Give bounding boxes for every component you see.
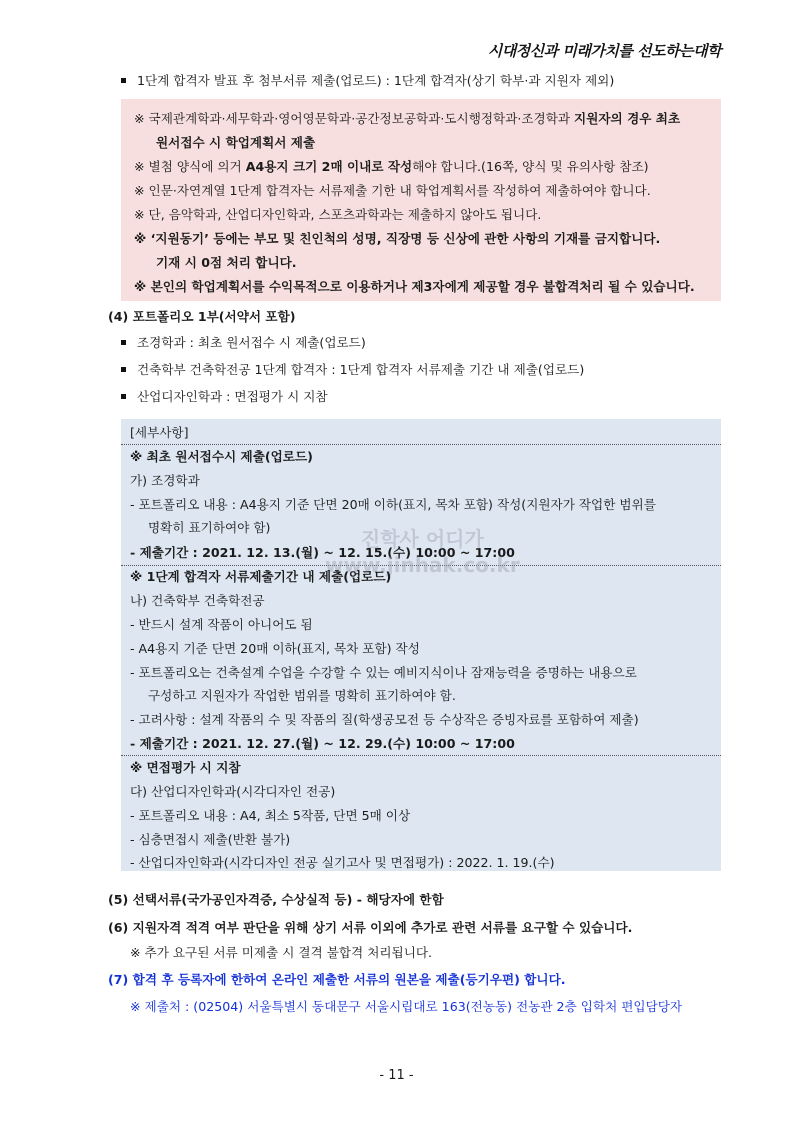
group-1-subtitle: 가) 조경학과: [130, 473, 200, 488]
group-1-line-1b: 명확히 표기하여야 함): [148, 520, 271, 535]
group-1-period: - 제출기간 : 2021. 12. 13.(월) ~ 12. 15.(수) 10:00 ~ 17:00: [130, 545, 515, 560]
group-2-line-3b: 구성하고 지원자가 작업한 범위를 명확히 표기하여야 함.: [148, 688, 456, 703]
group-2-line-2: - A4용지 기준 단면 20매 이하(표지, 목차 포함) 작성: [130, 641, 420, 656]
group-2-line-1: - 반드시 설계 작품이 아니어도 됨: [130, 617, 313, 632]
note-1a: ※ 국제관계학과·세무학과·영어영문학과·공간정보공학과·도시행정학과·조경학과 지원자의 경우 최초: [134, 111, 681, 126]
group-1-title: ※ 최초 원서접수시 제출(업로드): [130, 449, 313, 464]
section-4-bullet-1: 조경학과 : 최초 원서접수 시 제출(업로드): [137, 333, 366, 353]
divider: [121, 444, 721, 445]
group-2-period: - 제출기간 : 2021. 12. 27.(월) ~ 12. 29.(수) 10:00 ~ 17:00: [130, 736, 515, 751]
watermark: 진학사 어디가 www.jinhak.co.kr: [325, 527, 520, 577]
section-4-title: (4) 포트폴리오 1부(서약서 포함): [108, 309, 296, 324]
note-5b: 기재 시 0점 처리 합니다.: [156, 255, 297, 270]
note-1b: 원서접수 시 학업계획서 제출: [156, 135, 316, 150]
group-2-line-3: - 포트폴리오는 건축설계 수업을 수강할 수 있는 예비지식이나 잠재능력을 증명하는 내용으로: [130, 665, 637, 680]
note-6: ※ 본인의 학업계획서를 수익목적으로 이용하거나 제3자에게 제공할 경우 불합격처리 될 수 있습니다.: [134, 279, 695, 294]
group-3-line-2: - 심층면접시 제출(반환 불가): [130, 832, 291, 847]
header-slogan: 시대정신과 미래가치를 선도하는대학: [487, 42, 721, 60]
group-3-line-3: - 산업디자인학과(시각디자인 전공 실기고사 및 면접평가) : 2022. 1. 19.(수): [130, 855, 555, 870]
note-2: ※ 별첨 양식에 의거 A4용지 크기 2매 이내로 작성해야 합니다.(16쪽, 양식 및 유의사항 참조): [134, 159, 649, 174]
section-6: (6) 지원자격 적격 여부 판단을 위해 상기 서류 이외에 추가로 관련 서류를 요구할 수 있습니다.: [108, 920, 633, 935]
section-4-bullet-3: 산업디자인학과 : 면접평가 시 지참: [137, 387, 328, 407]
group-1-line-1: - 포트폴리오 내용 : A4용지 기준 단면 20매 이하(표지, 목차 포함) 작성(지원자가 작업한 범위를: [130, 497, 656, 512]
note-5a: ※ ‘지원동기’ 등에는 부모 및 친인척의 성명, 직장명 등 신상에 관한 사항의 기재를 금지합니다.: [134, 231, 661, 246]
section-7: (7) 합격 후 등록자에 한하여 온라인 제출한 서류의 원본을 제출(등기우편) 합니다.: [108, 972, 566, 987]
page-number: - 11 -: [379, 1068, 414, 1083]
group-2-title: ※ 1단계 합격자 서류제출기간 내 제출(업로드): [130, 569, 392, 584]
group-3-title: ※ 면접평가 시 지참: [130, 760, 241, 775]
details-header: [세부사항]: [130, 425, 189, 440]
section-5: (5) 선택서류(국가공인자격증, 수상실적 등) - 해당자에 한함: [108, 892, 444, 907]
section-6-note: ※ 추가 요구된 서류 미제출 시 결격 불합격 처리됩니다.: [130, 945, 433, 960]
section-4-bullet-2: 건축학부 건축학전공 1단계 합격자 : 1단계 합격자 서류제출 기간 내 제출(업로드): [137, 360, 584, 380]
section-7-note: ※ 제출처 : (02504) 서울특별시 동대문구 서울시립대로 163(전농동) 전농관 2층 입학처 편입담당자: [130, 999, 683, 1014]
intro-bullet: 1단계 합격자 발표 후 첨부서류 제출(업로드) : 1단계 합격자(상기 학부·과 지원자 제외): [137, 71, 614, 91]
group-3-line-1: - 포트폴리오 내용 : A4, 최소 5작품, 단면 5매 이상: [130, 808, 411, 823]
group-2-subtitle: 나) 건축학부 건축학전공: [130, 593, 265, 608]
divider: [121, 755, 721, 756]
note-4: ※ 단, 음악학과, 산업디자인학과, 스포츠과학과는 제출하지 않아도 됩니다.: [134, 207, 542, 222]
note-3: ※ 인문·자연계열 1단계 합격자는 서류제출 기한 내 학업계획서를 작성하여 제출하여야 합니다.: [134, 183, 651, 198]
group-2-line-4: - 고려사항 : 설계 작품의 수 및 작품의 질(학생공모전 등 수상작은 증빙자료를 포함하여 제출): [130, 712, 639, 727]
group-3-subtitle: 다) 산업디자인학과(시각디자인 전공): [130, 784, 336, 799]
